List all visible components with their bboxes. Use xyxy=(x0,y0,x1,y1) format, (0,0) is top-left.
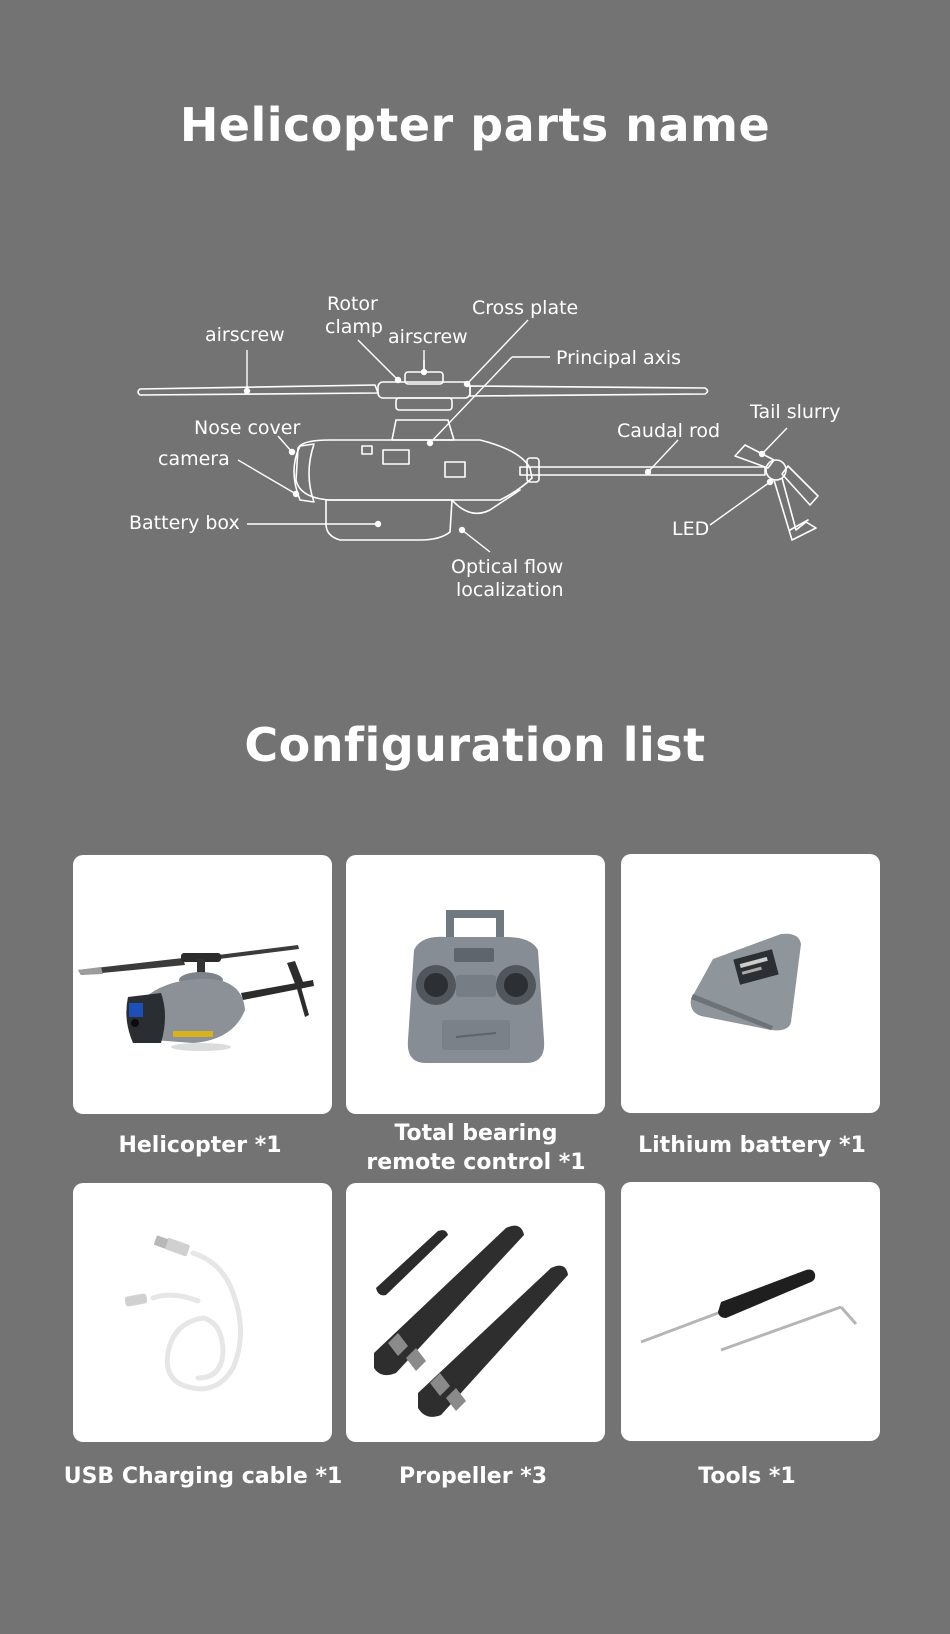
fuselage xyxy=(296,440,532,500)
label-caudal-rod: Caudal rod xyxy=(617,420,721,442)
tools-image xyxy=(621,1182,880,1441)
card-usb-cable xyxy=(73,1183,332,1442)
caption-lithium-battery: Lithium battery *1 xyxy=(638,1133,866,1158)
parts-section-title: Helicopter parts name xyxy=(179,98,771,152)
label-optical-flow-1: Optical flow xyxy=(451,556,564,578)
card-helicopter xyxy=(73,855,332,1114)
helicopter-image xyxy=(73,855,332,1114)
remote-control-image xyxy=(346,855,605,1114)
caption-remote-control xyxy=(331,1119,621,1177)
caption-remote-control-line2: remote control *1 xyxy=(366,1150,586,1175)
propeller-image xyxy=(346,1183,605,1442)
label-cross-plate: Cross plate xyxy=(472,297,579,319)
battery-box-shape xyxy=(326,500,452,540)
label-optical-flow-2: localization xyxy=(456,579,564,601)
label-principal-axis: Principal axis xyxy=(556,347,682,369)
caption-tools: Tools *1 xyxy=(698,1464,796,1489)
tail-boom xyxy=(520,467,765,475)
label-rotor-clamp-1: Rotor xyxy=(327,293,378,315)
label-nose-cover: Nose cover xyxy=(194,417,301,439)
rotor-mast-cowl xyxy=(392,420,454,440)
config-section-title: Configuration list xyxy=(244,718,706,772)
card-propeller xyxy=(346,1183,605,1442)
label-led: LED xyxy=(672,518,710,540)
usb-cable-image xyxy=(73,1183,332,1442)
main-rotor-blade-left xyxy=(138,385,378,395)
battery-image xyxy=(621,854,880,1113)
tail-rotor-hub xyxy=(766,460,786,480)
main-rotor-blade-right xyxy=(470,386,708,396)
card-tools xyxy=(621,1182,880,1441)
label-tail-slurry: Tail slurry xyxy=(750,401,841,423)
label-airscrew-left: airscrew xyxy=(205,324,285,346)
label-battery-box: Battery box xyxy=(129,512,240,534)
caption-remote-control-line1: Total bearing xyxy=(394,1121,558,1146)
caption-helicopter: Helicopter *1 xyxy=(118,1133,282,1158)
label-camera: camera xyxy=(158,448,230,470)
caption-usb-cable: USB Charging cable *1 xyxy=(63,1464,343,1489)
label-airscrew-center: airscrew xyxy=(388,326,468,348)
helicopter-parts-diagram xyxy=(0,270,950,610)
card-lithium-battery xyxy=(621,854,880,1113)
card-remote-control xyxy=(346,855,605,1114)
label-rotor-clamp-2: clamp xyxy=(325,316,383,338)
caption-propeller: Propeller *3 xyxy=(398,1464,548,1489)
